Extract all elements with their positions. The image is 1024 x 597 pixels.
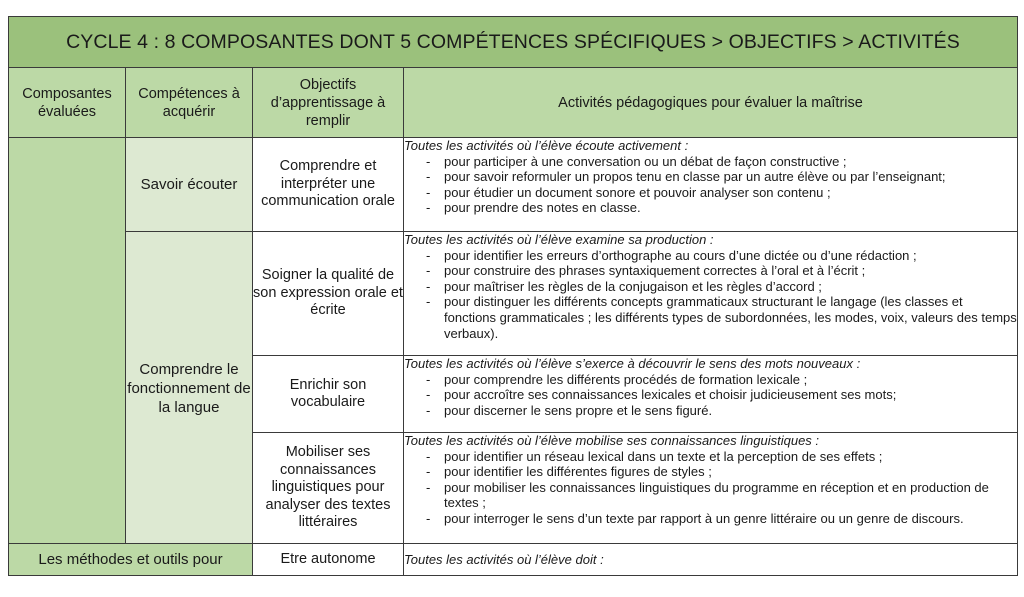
dash-bullet-icon: - xyxy=(426,278,431,294)
table-title: CYCLE 4 : 8 COMPOSANTES DONT 5 COMPÉTENCES SPÉCIFIQUES > OBJECTIFS > ACTIVITÉS xyxy=(9,17,1018,68)
header-objectifs: Objectifs d’apprentissage à remplir xyxy=(253,68,404,138)
activite-text: pour comprendre les différents procédés de formation lexicale ; xyxy=(444,371,808,387)
dash-bullet-icon: - xyxy=(426,402,431,418)
activites-list xyxy=(404,154,1017,216)
activite-item xyxy=(404,449,1017,465)
activite-text: pour identifier les différentes figures de styles ; xyxy=(444,464,712,480)
dash-bullet-icon: - xyxy=(426,510,431,526)
activite-item xyxy=(404,169,1017,185)
activite-text: pour interroger le sens d’un texte par rapport à un genre littéraire ou un genre de discours. xyxy=(444,510,964,526)
activite-item xyxy=(404,154,1017,170)
activite-item xyxy=(404,403,1017,419)
activite-item xyxy=(404,248,1017,264)
dash-bullet-icon: - xyxy=(426,184,431,200)
activites-cell xyxy=(404,544,1018,576)
activite-item xyxy=(404,263,1017,279)
dash-bullet-icon: - xyxy=(426,294,431,310)
activite-item xyxy=(404,511,1017,527)
dash-bullet-icon: - xyxy=(426,371,431,387)
activites-list xyxy=(404,449,1017,527)
activites-cell xyxy=(404,433,1018,544)
header-composantes: Composantes évaluées xyxy=(9,68,126,138)
dash-bullet-icon: - xyxy=(426,448,431,464)
header-competences: Compétences à acquérir xyxy=(126,68,253,138)
activites-cell xyxy=(404,138,1018,232)
table-row xyxy=(9,232,1018,356)
objectif-cell: Comprendre et interpréter une communication orale xyxy=(253,138,404,232)
competence-cell: Comprendre le fonctionnement de la langue xyxy=(126,232,253,544)
activite-item xyxy=(404,372,1017,388)
competence-cell: Savoir écouter xyxy=(126,138,253,232)
activites-intro: Toutes les activités où l’élève mobilise ses connaissances linguistiques : xyxy=(404,433,820,448)
dash-bullet-icon: - xyxy=(426,263,431,279)
dash-bullet-icon: - xyxy=(426,479,431,495)
activite-text: pour savoir reformuler un propos tenu en classe par un autre élève ou par l’enseignant; xyxy=(444,169,946,185)
activite-text: pour maîtriser les règles de la conjugaison et les règles d’accord ; xyxy=(444,278,822,294)
header-activites: Activités pédagogiques pour évaluer la maîtrise xyxy=(404,68,1018,138)
activite-text: pour accroître ses connaissances lexicales et choisir judicieusement ses mots; xyxy=(444,387,897,403)
activite-text: pour distinguer les différents concepts grammaticaux structurant le langage (les classes et fonctions grammaticales ; les différents types de subordonnées, les modes, voix, valeurs des temps verbaux). xyxy=(444,294,1017,341)
activite-item xyxy=(404,279,1017,295)
objectif-cell: Soigner la qualité de son expression orale et écrite xyxy=(253,232,404,356)
activites-intro: Toutes les activités où l’élève écoute activement : xyxy=(404,138,689,153)
activite-text: pour identifier les erreurs d’orthographe au cours d’une dictée ou d’une rédaction ; xyxy=(444,247,917,263)
title-row xyxy=(9,17,1018,68)
activite-text: pour construire des phrases syntaxiquement correctes à l’oral et à l’écrit ; xyxy=(444,263,866,279)
dash-bullet-icon: - xyxy=(426,169,431,185)
activite-text: pour étudier un document sonore et pouvoir analyser son contenu ; xyxy=(444,184,831,200)
dash-bullet-icon: - xyxy=(426,200,431,216)
table-row xyxy=(9,138,1018,232)
activites-cell xyxy=(404,232,1018,356)
activite-item xyxy=(404,480,1017,511)
objectif-cell: Mobiliser ses connaissances linguistiques pour analyser des textes littéraires xyxy=(253,433,404,544)
activites-list xyxy=(404,372,1017,419)
competences-table xyxy=(8,16,1018,576)
composante-cell: Les méthodes et outils pour xyxy=(9,544,253,576)
activites-list xyxy=(404,248,1017,342)
composante-cell-empty xyxy=(9,138,126,544)
dash-bullet-icon: - xyxy=(426,153,431,169)
objectif-cell: Enrichir son vocabulaire xyxy=(253,356,404,433)
activite-item xyxy=(404,200,1017,216)
activite-text: pour prendre des notes en classe. xyxy=(444,200,641,216)
table-row xyxy=(9,544,1018,576)
activite-item xyxy=(404,387,1017,403)
activite-text: pour participer à une conversation ou un débat de façon constructive ; xyxy=(444,153,847,169)
objectif-cell: Etre autonome xyxy=(253,544,404,576)
dash-bullet-icon: - xyxy=(426,247,431,263)
activite-item xyxy=(404,294,1017,341)
activites-cell xyxy=(404,356,1018,433)
header-row xyxy=(9,68,1018,138)
dash-bullet-icon: - xyxy=(426,387,431,403)
dash-bullet-icon: - xyxy=(426,464,431,480)
activites-intro: Toutes les activités où l’élève examine sa production : xyxy=(404,232,714,247)
activites-intro: Toutes les activités où l’élève s’exerce à découvrir le sens des mots nouveaux : xyxy=(404,356,861,371)
activite-text: pour discerner le sens propre et le sens figuré. xyxy=(444,402,713,418)
activite-item xyxy=(404,464,1017,480)
activite-text: pour mobiliser les connaissances linguistiques du programme en réception et en production de textes ; xyxy=(444,479,989,511)
activite-text: pour identifier un réseau lexical dans un texte et la perception de ses effets ; xyxy=(444,448,883,464)
activites-intro: Toutes les activités où l’élève doit : xyxy=(404,551,604,567)
activite-item xyxy=(404,185,1017,201)
